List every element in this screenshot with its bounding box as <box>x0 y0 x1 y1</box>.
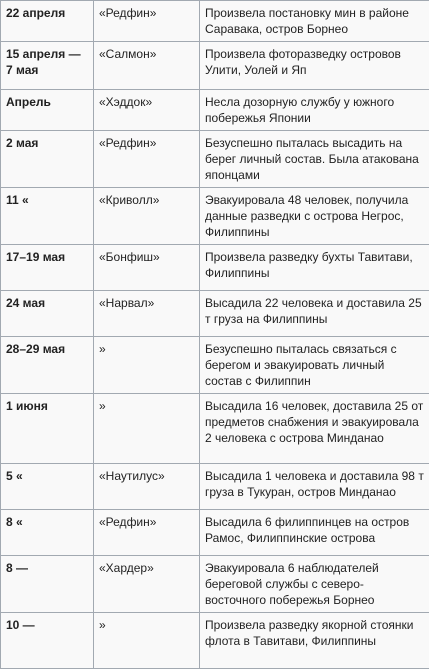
submarine-cell: «Редфин» <box>94 510 200 556</box>
submarine-cell: «Редфин» <box>94 1 200 42</box>
date-cell: Апрель <box>1 90 94 131</box>
submarine-cell: «Наутилус» <box>94 464 200 510</box>
date-cell: 15 апреля — 7 мая <box>1 42 94 90</box>
date-cell: 8 « <box>1 510 94 556</box>
date-cell: 22 апреля <box>1 1 94 42</box>
description-cell: Несла дозорную службу у южного побережья Японии <box>200 90 429 131</box>
description-cell: Произвела разведку якорной стоянки флота в Тавитави, Филиппины <box>200 613 429 669</box>
submarine-cell: «Нарвал» <box>94 291 200 337</box>
description-cell: Высадила 16 человек, доставила 25 от предметов снабжения и эвакуировала 2 человека с острова Минданао <box>200 394 429 464</box>
table-row <box>1 510 429 556</box>
description-cell: Высадила 6 филиппинцев на остров Рамос, Филиппинские острова <box>200 510 429 556</box>
table-row <box>1 394 429 464</box>
date-cell: 2 мая <box>1 131 94 188</box>
submarine-cell: «Хэддок» <box>94 90 200 131</box>
description-cell: Безуспешно пыталась связаться с берегом и эвакуировать личный состав с Филиппин <box>200 337 429 394</box>
description-cell: Произвела разведку бухты Тавитави, Филиппины <box>200 245 429 291</box>
table-row <box>1 337 429 394</box>
submarine-cell: «Криволл» <box>94 188 200 245</box>
description-cell: Эвакуировала 48 человек, получила данные разведки с острова Негрос, Филиппины <box>200 188 429 245</box>
table-row <box>1 613 429 669</box>
description-cell: Высадила 22 человека и доставила 25 т груза на Филиппины <box>200 291 429 337</box>
description-cell: Произвела фоторазведку островов Улити, Уолей и Яп <box>200 42 429 90</box>
date-cell: 1 июня <box>1 394 94 464</box>
submarine-cell: » <box>94 394 200 464</box>
description-cell: Эвакуировала 6 наблюдателей береговой службы с северо-восточного побережья Борнео <box>200 556 429 613</box>
submarine-cell: «Салмон» <box>94 42 200 90</box>
date-cell: 24 мая <box>1 291 94 337</box>
submarine-cell: » <box>94 337 200 394</box>
submarine-cell: «Бонфиш» <box>94 245 200 291</box>
date-cell: 28–29 мая <box>1 337 94 394</box>
submarine-cell: » <box>94 613 200 669</box>
submarine-cell: «Редфин» <box>94 131 200 188</box>
description-cell: Высадила 1 человека и доставила 98 т груза в Тукуран, остров Минданао <box>200 464 429 510</box>
table-row <box>1 291 429 337</box>
table-row <box>1 131 429 188</box>
date-cell: 17–19 мая <box>1 245 94 291</box>
date-cell: 5 « <box>1 464 94 510</box>
date-cell: 8 — <box>1 556 94 613</box>
table-row <box>1 1 429 42</box>
table-row <box>1 464 429 510</box>
table-row <box>1 556 429 613</box>
table-row <box>1 90 429 131</box>
table-row <box>1 188 429 245</box>
date-cell: 11 « <box>1 188 94 245</box>
date-cell: 10 — <box>1 613 94 669</box>
table-row <box>1 245 429 291</box>
submarine-cell: «Хардер» <box>94 556 200 613</box>
description-cell: Безуспешно пыталась высадить на берег личный состав. Была атакована японцами <box>200 131 429 188</box>
description-cell: Произвела постановку мин в районе Саравака, остров Борнео <box>200 1 429 42</box>
table-row <box>1 42 429 90</box>
